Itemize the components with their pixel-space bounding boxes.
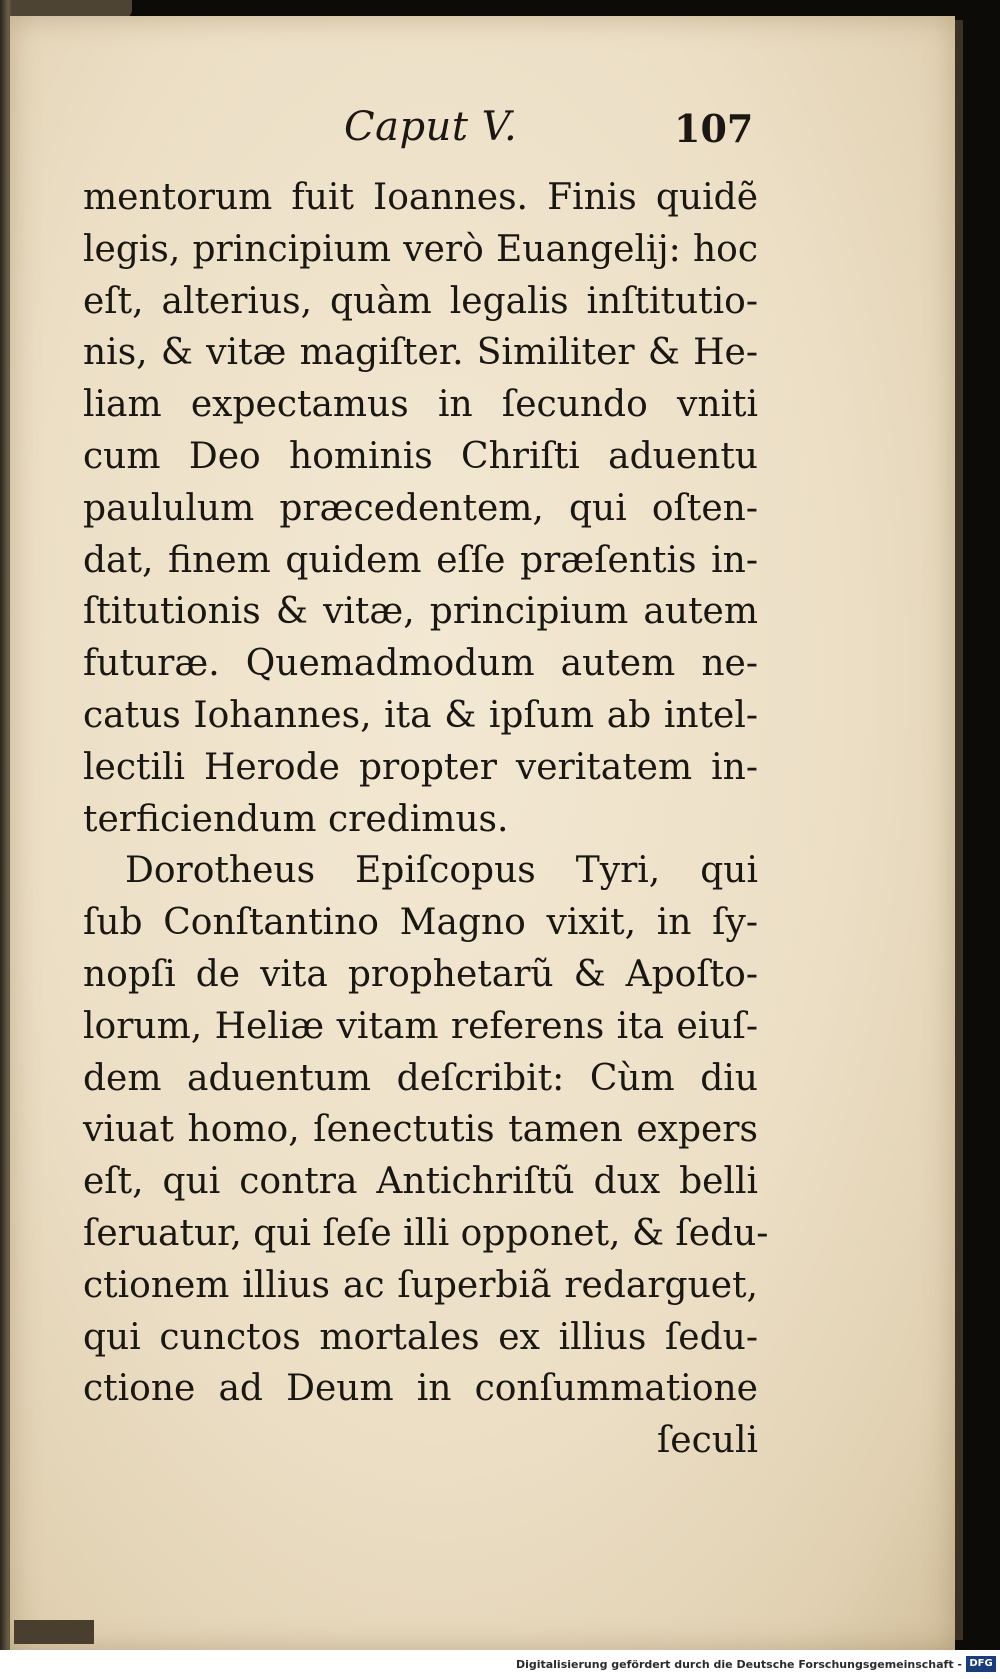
digitization-footer <box>0 1650 1000 1679</box>
text-line: nis, & vitæ magiſter. Similiter & He- <box>83 332 758 374</box>
page-edge <box>955 20 963 1640</box>
text-line: legis, principium verò Euangelij: hoc <box>83 228 758 270</box>
funding-credit: Digitalisierung gefördert durch die Deutsche Forschungsgemeinschaft - <box>515 1658 962 1671</box>
text-line-paragraph-start: Dorotheus Epiſcopus Tyri, qui <box>125 850 758 892</box>
text-line: eſt, alterius, quàm legalis inſtitutio- <box>83 280 758 322</box>
page-header <box>10 104 955 164</box>
page-number: 107 <box>674 106 754 151</box>
catchword: ſeculi <box>656 1420 758 1462</box>
text-line: futuræ. Quemadmodum autem ne- <box>83 643 758 685</box>
text-line: catus Iohannes, ita & ipſum ab intel- <box>83 694 758 736</box>
dfg-logo: DFG <box>966 1656 996 1672</box>
text-line: terficiendum credimus. <box>83 798 509 840</box>
text-line: qui cunctos mortales ex illius ſedu- <box>83 1316 758 1358</box>
text-line: ctionem illius ac ſuperbiã redarguet, <box>83 1264 758 1306</box>
text-line: ſeruatur, qui ſeſe illi opponet, & ſedu- <box>83 1212 769 1254</box>
text-line: viuat homo, ſenectutis tamen expers <box>83 1109 758 1151</box>
paper-page <box>10 16 955 1650</box>
text-line: nopſi de vita prophetarũ & Apoſto- <box>83 953 758 995</box>
text-line: dat, finem quidem eſſe præſentis in- <box>83 539 758 581</box>
body-text <box>83 172 769 1467</box>
binding-tab-bottom <box>14 1620 94 1644</box>
running-head: Caput V. <box>344 104 518 150</box>
text-line: lectili Herode propter veritatem in- <box>83 746 758 788</box>
text-line: eſt, qui contra Antichriſtũ dux belli <box>83 1161 758 1203</box>
text-line: dem aduentum deſcribit: Cùm diu <box>83 1057 758 1099</box>
text-line: ctione ad Deum in conſummatione <box>83 1368 758 1410</box>
text-line: liam expectamus in ſecundo vniti <box>83 384 758 426</box>
text-line: paululum præcedentem, qui oſten- <box>83 487 758 529</box>
text-line: mentorum fuit Ioannes. Finis quidẽ <box>83 177 758 218</box>
text-line: cum Deo hominis Chriſti aduentu <box>83 435 758 477</box>
text-line: ſtitutionis & vitæ, principium autem <box>83 591 758 633</box>
text-line: ſub Conſtantino Magno vixit, in ſy- <box>83 902 758 944</box>
text-line: lorum, Heliæ vitam referens ita eiuſ- <box>83 1005 758 1047</box>
